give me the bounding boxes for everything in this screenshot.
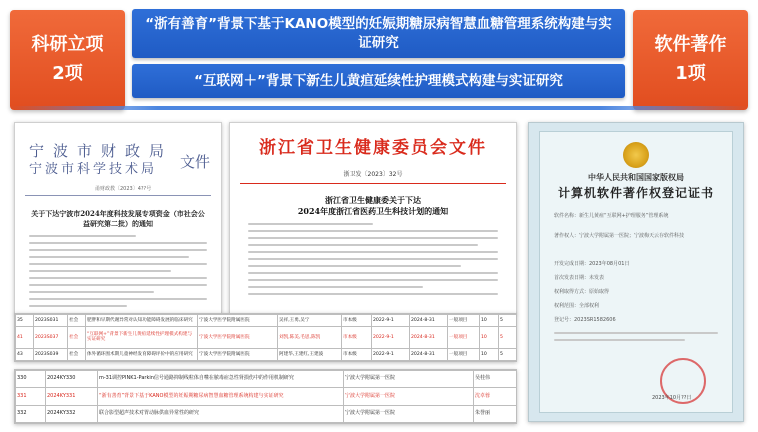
research-projects-count: 2项 <box>52 63 83 84</box>
research-projects-label: 科研立项 <box>31 34 104 55</box>
table-cell: 吴桂伟 <box>474 371 518 388</box>
table-cell: 2022-9-1 <box>372 326 410 348</box>
ningbo-issuer-2: 宁波市科学技术局 <box>29 162 158 177</box>
table-cell: 阿建华,王建红,王建波 <box>278 349 342 361</box>
zhejiang-doc-title <box>240 195 506 217</box>
table-cell: 市本级 <box>342 326 372 348</box>
table-cell: 330 <box>16 371 46 388</box>
table-cell: 一般项目 <box>448 315 480 327</box>
table-cell: 2024-8-31 <box>410 326 448 348</box>
table-cell: 体外循环围术期儿童神经发育障碍评价中的应用研究 <box>86 349 198 361</box>
table-row <box>16 405 518 422</box>
certificate-frame <box>539 131 733 413</box>
certificate-field-completion-date: 开发完成日期：2023年08月01日 <box>554 261 630 267</box>
table-cell: 宁波大学医学院附属医院 <box>198 326 278 348</box>
ningbo-body-text <box>29 235 207 312</box>
table-cell: 肥胖和早期代谢异常对认知功能障碍发展的临床研究 <box>86 315 198 327</box>
table-cell: m-31调控PINK1-Parkin信号通路抑制线粒体自噬在脓毒症急性肾损伤中的作用机制研究 <box>98 371 344 388</box>
table-cell: 一般项目 <box>448 326 480 348</box>
table-cell: 10 <box>480 349 499 361</box>
table-cell: “浙有善育”背景下基于KANO模型的妊娠期糖尿病智慧血糖管理系统构建与实证研究 <box>98 388 344 405</box>
software-copyright-badge <box>633 10 748 110</box>
ningbo-header-rule <box>25 195 211 196</box>
certificate-field-scope: 权利范围：全部权利 <box>554 303 600 309</box>
table-cell: 10 <box>480 315 499 327</box>
ningbo-notice-document <box>14 122 222 314</box>
ningbo-issuers <box>29 141 173 179</box>
table-cell: 市本级 <box>342 349 372 361</box>
zhejiang-doc-number: 浙卫发〔2023〕32号 <box>343 171 403 178</box>
certificate-field-software-name: 软件名称：新生儿黄疸“互联网+护理服务”管理系统 <box>554 213 669 219</box>
table-cell: 社会 <box>68 315 86 327</box>
table-cell: 2024KY332 <box>46 405 98 422</box>
table-cell: 5 <box>499 315 518 327</box>
research-projects-badge <box>10 10 125 110</box>
zhejiang-project-table <box>14 369 517 424</box>
table-cell: 2022-9-1 <box>372 315 410 327</box>
table-cell: 2023S037 <box>34 326 68 348</box>
zhejiang-title-line-2: 2024年度浙江省医药卫生科技计划的通知 <box>297 206 449 216</box>
certificate-field-acquisition: 权利取得方式：原始取得 <box>554 289 610 295</box>
table-row <box>16 371 518 388</box>
project-title-2: “互联网＋”背景下新生儿黄疸延续性护理模式构建与实证研究 <box>132 64 625 98</box>
table-cell: 2024-8-31 <box>410 315 448 327</box>
table-cell: 332 <box>16 405 46 422</box>
table-row-highlighted <box>16 326 518 348</box>
zhejiang-title-line-1: 浙江省卫生健康委关于下达 <box>325 195 421 205</box>
certificate-title: 计算机软件著作权登记证书 <box>557 186 714 200</box>
table-cell: 吴祥,王勇,吴宁 <box>278 315 342 327</box>
table-cell: 沈卓蓉 <box>474 388 518 405</box>
table-cell: “互联网+”背景下新生儿黄疸延续性护理模式构建与实证研究 <box>86 326 198 348</box>
ningbo-issuer-1: 宁波市财政局 <box>29 142 174 160</box>
ningbo-project-table <box>14 313 517 362</box>
table-cell: 一般项目 <box>448 349 480 361</box>
zhejiang-doc-head: 浙江省卫生健康委员会文件 <box>259 138 487 158</box>
zhejiang-notice-document <box>229 122 517 314</box>
national-emblem-icon <box>623 142 649 168</box>
table-cell: 刘凯,陈美,毛思,陈凯 <box>278 326 342 348</box>
certificate-date: 2023年10月??日 <box>652 395 692 401</box>
table-cell: 社会 <box>68 326 86 348</box>
certificate-issuer: 中华人民共和国国家版权局 <box>588 173 684 182</box>
table-cell: 宁波大学附属第一医院 <box>344 371 474 388</box>
table-cell: 宁波大学医学院附属医院 <box>198 349 278 361</box>
table-cell: 宁波大学附属第一医院 <box>344 388 474 405</box>
ningbo-doc-title: 关于下达宁波市2024年度科技发展专项资金（市社会公益研究第二批）的通知 <box>31 209 205 228</box>
software-copyright-count: 1项 <box>675 63 706 84</box>
table-cell: 331 <box>16 388 46 405</box>
table-cell: 5 <box>499 326 518 348</box>
table-cell: 宁波大学附属第一医院 <box>344 405 474 422</box>
table-cell: 宁波大学医学院附属医院 <box>198 315 278 327</box>
software-copyright-certificate <box>528 122 744 422</box>
section-divider <box>10 106 748 110</box>
software-copyright-label: 软件著作 <box>654 34 727 55</box>
table-cell: 2022-9-1 <box>372 349 410 361</box>
table-cell: 2023S031 <box>34 315 68 327</box>
zhejiang-body-text <box>248 223 498 300</box>
table-row <box>16 315 518 327</box>
certificate-field-publish-date: 首次发表日期：未发表 <box>554 275 605 281</box>
table-cell: 41 <box>16 326 34 348</box>
table-cell: 联合影型超声技术对胃动脉供血异常性的研究 <box>98 405 344 422</box>
certificate-notes <box>554 332 718 346</box>
table-cell: 2023S039 <box>34 349 68 361</box>
table-cell: 朱誉丽 <box>474 405 518 422</box>
certificate-field-reg-number: 登记号：2023SR1582606 <box>554 317 616 323</box>
certificate-field-owner: 著作权人：宁波大学附属第一医院；宁波梅天云存软件科技 <box>554 233 685 239</box>
ningbo-doc-suffix: 文件 <box>180 153 211 171</box>
zhejiang-red-rule <box>240 183 506 184</box>
table-cell: 社会 <box>68 349 86 361</box>
table-cell: 43 <box>16 349 34 361</box>
table-cell: 2024KY330 <box>46 371 98 388</box>
table-cell: 5 <box>499 349 518 361</box>
ningbo-doc-number: 甬财政教〔2023〕4??号 <box>95 186 152 192</box>
table-cell: 10 <box>480 326 499 348</box>
table-row-highlighted <box>16 388 518 405</box>
table-cell: 市本级 <box>342 315 372 327</box>
table-row <box>16 349 518 361</box>
table-cell: 2024KY331 <box>46 388 98 405</box>
table-cell: 35 <box>16 315 34 327</box>
table-cell: 2024-8-31 <box>410 349 448 361</box>
project-title-1: “浙有善育”背景下基于KANO模型的妊娠期糖尿病智慧血糖管理系统构建与实证研究 <box>132 9 625 58</box>
